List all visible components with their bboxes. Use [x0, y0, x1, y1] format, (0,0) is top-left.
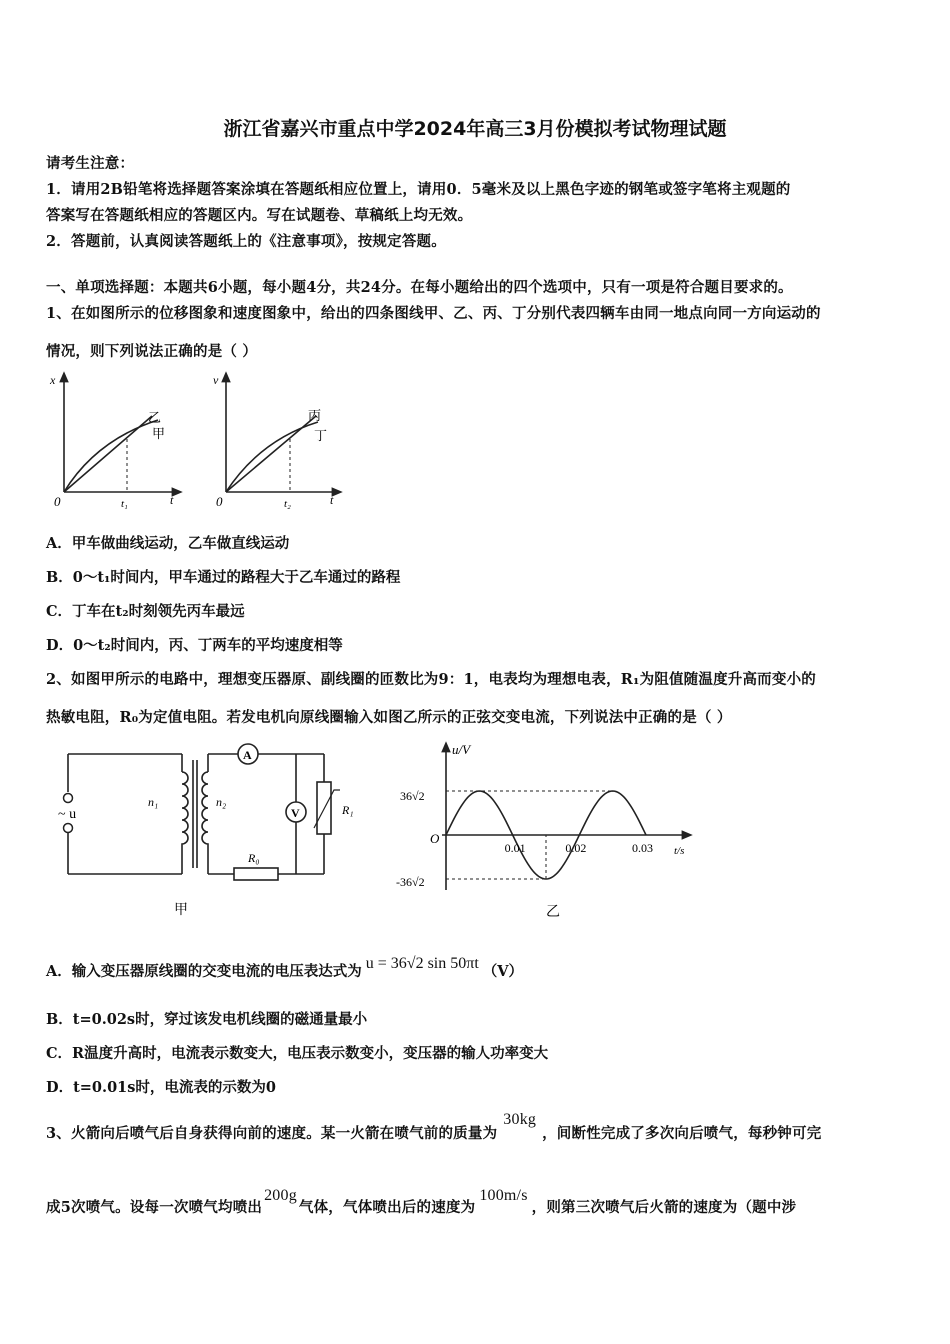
- notice-heading: 请考生注意：: [46, 155, 135, 172]
- label-bing: 丙: [308, 408, 322, 423]
- terminal-top: [64, 794, 73, 803]
- q2-stem-line2: 热敏电阻，R₀为定值电阻。若发电机向原线圈输入如图乙所示的正弦交变电流，下列说法中正确的是（ ）: [46, 709, 732, 726]
- option-text: 甲车做曲线运动，乙车做直线运动: [71, 535, 290, 552]
- option-letter: A．: [46, 535, 72, 552]
- q1-graph-figure: [40, 368, 350, 518]
- v-t-graph: [213, 373, 338, 510]
- option-letter: C．: [46, 603, 73, 620]
- option-suffix: （V）: [482, 963, 524, 980]
- y-axis-label: v: [213, 373, 219, 387]
- q3-text: ，间断性完成了多次向后喷气，每秒钟可完: [542, 1125, 822, 1142]
- x-axis-label: t: [330, 493, 334, 507]
- x-tick-label: 0.03: [632, 841, 653, 855]
- n2-label: n₂: [216, 795, 227, 809]
- curve-jia: [64, 420, 158, 492]
- gas-mass: 200g: [264, 1187, 297, 1204]
- q3-text: 气体，气体喷出后的速度为: [298, 1199, 476, 1216]
- rocket-mass: 30kg: [503, 1111, 537, 1128]
- q1-option-b[interactable]: [46, 566, 400, 587]
- curve-ding: [226, 422, 318, 492]
- q3-text: 成5次喷气。设每一次喷气均喷出: [46, 1199, 263, 1216]
- q3-text: ，则第三次喷气后火箭的速度为（题中涉: [531, 1199, 797, 1216]
- y-axis-label: u/V: [452, 742, 471, 757]
- option-letter: A．: [46, 963, 72, 980]
- source-label: ~ u: [58, 807, 77, 822]
- resistor-r0: [234, 868, 278, 880]
- section-heading: 一、单项选择题：本题共6小题，每小题4分，共24分。在每小题给出的四个选项中，只有一项是符合题目要求的。: [46, 279, 793, 296]
- option-text: t=0.01s时，电流表的示数为0: [73, 1079, 276, 1096]
- option-text: 输入变压器原线圈的交变电流的电压表达式为: [71, 963, 362, 980]
- option-text: 0～t₁时间内，甲车通过的路程大于乙车通过的路程: [72, 569, 401, 586]
- y-min-label: -36√2: [396, 875, 425, 889]
- q3-text: 3、火箭向后喷气后自身获得向前的速度。某一火箭在喷气前的质量为: [46, 1125, 498, 1142]
- voltage-formula: u = 36√2 sin 50πt: [365, 955, 479, 972]
- ammeter-label: A: [243, 748, 252, 762]
- q1-stem-line1: 1、在如图所示的位移图象和速度图象中，给出的四条图线甲、乙、丙、丁分别代表四辆车由同一地点向同一方向运动的: [46, 305, 821, 322]
- voltmeter-label: V: [291, 806, 300, 820]
- q2-stem-line1: 2、如图甲所示的电路中，理想变压器原、副线圈的匝数比为9：1，电表均为理想电表，R₁为阻值随温度升高而变小的: [46, 671, 816, 688]
- q1-option-a[interactable]: [46, 532, 289, 553]
- label-ding: 丁: [314, 428, 328, 443]
- q2-circuit-figure: [52, 742, 372, 924]
- q1-option-d[interactable]: [46, 634, 343, 655]
- q1-option-c[interactable]: [46, 600, 245, 621]
- q3-line2: [46, 1187, 797, 1217]
- x-axis-label: t/s: [674, 845, 685, 857]
- q2-option-a[interactable]: [46, 955, 524, 981]
- y-axis-label: x: [50, 373, 56, 387]
- q2-option-b[interactable]: [46, 1008, 367, 1029]
- q3-line1: [46, 1111, 822, 1143]
- label-jia: 甲: [152, 426, 166, 441]
- x-axis-label: t: [170, 493, 174, 507]
- n1-label: n₁: [148, 795, 159, 809]
- q2-option-c[interactable]: [46, 1042, 548, 1063]
- r0-label: R₀: [248, 851, 260, 865]
- notice-line-3: 2．答题前，认真阅读答题纸上的《注意事项》，按规定答题。: [46, 233, 446, 250]
- circuit-caption: 甲: [174, 903, 188, 918]
- t1-label: t₁: [121, 498, 128, 510]
- q2-option-d[interactable]: [46, 1076, 276, 1097]
- q2-wave-figure: [392, 740, 702, 922]
- line-bing: [226, 416, 316, 492]
- x-tick-label: 0.01: [504, 841, 526, 855]
- origin-label: 0: [216, 494, 223, 509]
- label-yi: 乙: [148, 410, 162, 425]
- line-yi: [64, 416, 152, 492]
- option-text: 丁车在t₂时刻领先丙车最远: [72, 603, 245, 620]
- r1-label: R₁: [342, 803, 354, 817]
- option-letter: B．: [46, 1011, 73, 1028]
- option-letter: C．: [46, 1045, 73, 1062]
- q1-stem-line2: 情况，则下列说法正确的是（ ）: [46, 343, 258, 360]
- y-max-label: 36√2: [400, 789, 425, 803]
- option-letter: D．: [46, 1079, 74, 1096]
- option-text: t=0.02s时，穿过该发电机线圈的磁通量最小: [72, 1011, 368, 1028]
- gas-speed: 100m/s: [479, 1187, 528, 1204]
- page-title: 浙江省嘉兴市重点中学2024年高三3月份模拟考试物理试题: [223, 118, 727, 140]
- origin-label: 0: [54, 494, 61, 509]
- x-t-graph: [49, 373, 178, 510]
- t2-label: t₂: [284, 498, 291, 510]
- origin-label: O: [430, 831, 440, 846]
- option-text: R温度升高时，电流表示数变大，电压表示数变小，变压器的输人功率变大: [72, 1045, 549, 1062]
- option-letter: D．: [46, 637, 74, 654]
- option-letter: B．: [46, 569, 73, 586]
- option-text: 0～t₂时间内，丙、丁两车的平均速度相等: [73, 637, 343, 654]
- terminal-bottom: [64, 824, 73, 833]
- notice-line-2: 答案写在答题纸相应的答题区内。写在试题卷、草稿纸上均无效。: [46, 207, 473, 224]
- notice-line-1: 1．请用2B铅笔将选择题答案涂填在答题纸相应位置上，请用0．5毫米及以上黑色字迹的钢笔或签字笔将主观题的: [46, 181, 791, 198]
- x-tick-label: 0.02: [565, 841, 587, 855]
- wave-caption: 乙: [546, 905, 560, 920]
